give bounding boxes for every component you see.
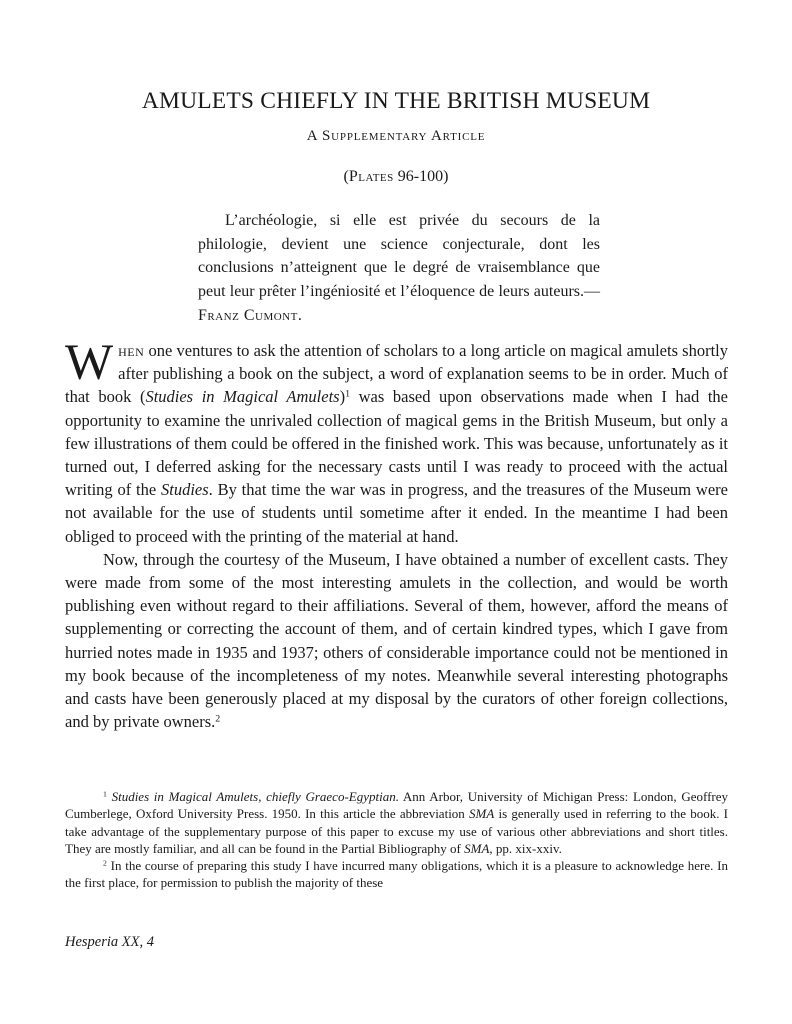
epigraph-text: L’archéologie, si elle est privée du secours de la philologie, devient une science conjecturale, dont les conclusions n’atteignent que le degré de vraisemblance que peut leur prêter l’ingéniosité et l’éloquence de leurs auteurs.— bbox=[198, 212, 600, 301]
plates-range: 96-100) bbox=[393, 168, 449, 185]
epigraph-end: . bbox=[297, 306, 302, 324]
p1-text-a: one ventures to ask the attention of scholars to a long article on magical amulets shortly after publishing a book on the subject, a word of explanation seems to be in order. Much of that book ( bbox=[65, 341, 728, 407]
footnote-1-sma-1: SMA bbox=[469, 806, 495, 822]
body-text bbox=[65, 335, 729, 733]
p1-text-c: ) bbox=[339, 387, 346, 407]
footnote-ref-2[interactable]: 2 bbox=[215, 713, 221, 725]
article-subtitle: A Supplementary Article bbox=[306, 128, 486, 144]
footnote-1-text-a: Ann Arbor, University of Michigan Press: London, Geoffrey Cumberlege, Oxford University Press. 1950. In this article the abbreviation bbox=[65, 789, 728, 822]
footnote-2-marker: 2 bbox=[103, 858, 107, 868]
p1-studies: Studies bbox=[161, 480, 209, 500]
footnote-1-text-b: is generally used in referring to the book. I take advantage of the supplementary purpose of this paper to excuse my use of various other abbreviations and short titles. They are mostly familiar, and all can be found in the Partial Bibliography of bbox=[65, 806, 728, 856]
plates-word: Plates bbox=[348, 168, 394, 185]
p1-text-f: . By that time the war was in progress, and the treasures of the Museum were not available for the use of students until sometime after it ended. In the meantime I had been obliged to proceed with the printing of the material at hand. bbox=[65, 480, 728, 546]
footnote-1-text-c: , pp. xix-xxiv. bbox=[489, 840, 562, 856]
running-footer: Hesperia XX, 4 bbox=[65, 934, 154, 950]
lead-word: hen bbox=[118, 341, 145, 360]
plates-reference bbox=[0, 168, 792, 186]
plates-prefix: ( bbox=[343, 168, 349, 185]
footnote-2 bbox=[65, 857, 728, 892]
footnote-1 bbox=[65, 788, 728, 857]
p2-text: Now, through the courtesy of the Museum, I have obtained a number of excellent casts. They were made from some of the most interesting amulets in the collection, and would be worth publishing even without regard to their affiliations. Several of them, however, afford the means of supplementing or correcting the account of them, and of certain kindred types, which I gave from hurried notes made in 1935 and 1937; others of considerable importance could not be mentioned in my book because of the incompleteness of my notes. Meanwhile several interesting photographs and casts have been generously placed at my disposal by the curators of other foreign collections, and by private owners. bbox=[65, 549, 728, 732]
footnote-2-text: In the course of preparing this study I have incurred many obligations, which it is a pleasure to acknowledge here. In the first place, for permission to publish the majority of these bbox=[65, 858, 728, 891]
footnote-1-sma-2: SMA bbox=[464, 840, 490, 856]
drop-cap: W bbox=[65, 335, 114, 391]
paragraph-2 bbox=[65, 548, 728, 734]
p1-text-d: was based upon observations made when I had the opportunity to examine the unrivaled collection of magical gems in the British Museum, but only a few illustrations of them could be offered in the finished work. This was because, unfortunately as it turned out, I deferred asking for the necessary casts until I was ready to proceed with the actual writing of the bbox=[65, 387, 729, 500]
paragraph-1 bbox=[65, 335, 729, 548]
footnote-1-title: Studies in Magical Amulets, chiefly Graeco-Egyptian. bbox=[111, 789, 399, 804]
epigraph bbox=[198, 209, 600, 328]
footnotes bbox=[65, 788, 728, 892]
article-title: AMULETS CHIEFLY IN THE BRITISH MUSEUM bbox=[141, 88, 651, 114]
footnote-1-marker: 1 bbox=[103, 789, 107, 799]
p1-book-title: Studies in Magical Amulets bbox=[145, 387, 340, 407]
footnote-ref-1[interactable]: 1 bbox=[345, 388, 351, 400]
epigraph-author: Franz Cumont bbox=[198, 306, 298, 324]
